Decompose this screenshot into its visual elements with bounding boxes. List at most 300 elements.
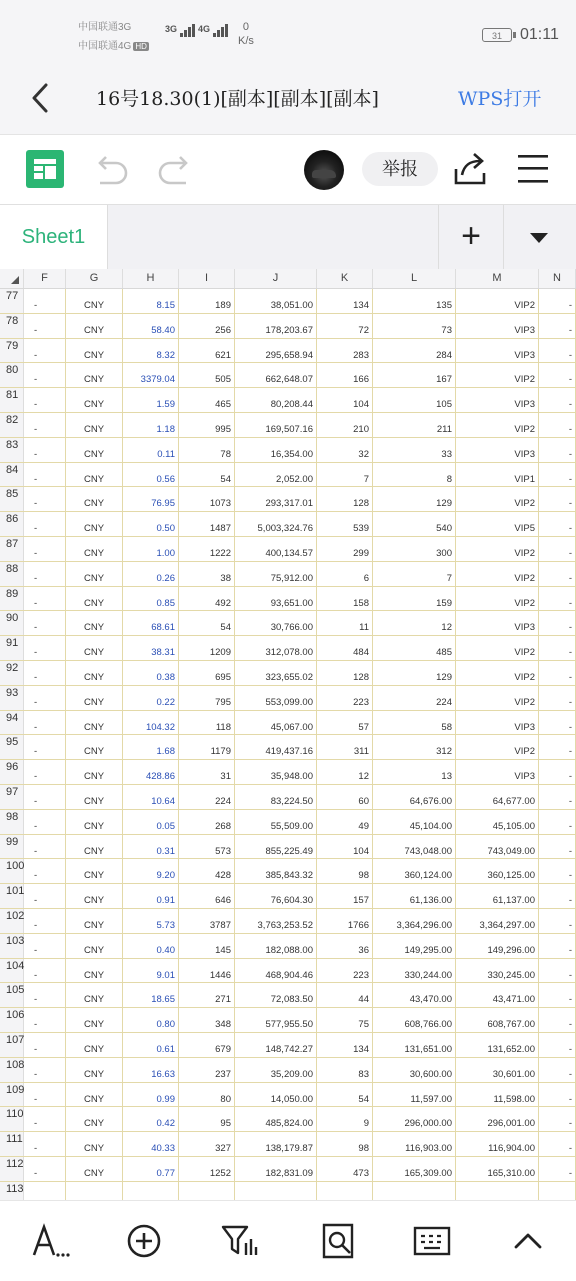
cell-g110[interactable]: CNY [66, 1107, 123, 1131]
cell-l84[interactable]: 8 [373, 463, 456, 487]
cell-i110[interactable]: 95 [179, 1107, 235, 1131]
cell-h99[interactable]: 0.31 [123, 835, 179, 859]
spreadsheet-grid[interactable] [0, 269, 576, 1200]
cell-m103[interactable]: 149,296.00 [456, 934, 539, 958]
cell-j81[interactable]: 80,208.44 [235, 388, 317, 412]
cell-n93[interactable]: - [539, 686, 576, 710]
cell-i96[interactable]: 31 [179, 760, 235, 784]
cell-i92[interactable]: 695 [179, 661, 235, 685]
cell-j95[interactable]: 419,437.16 [235, 735, 317, 759]
cell-g111[interactable]: CNY [66, 1132, 123, 1156]
row-number[interactable]: 89 [0, 587, 24, 611]
find-button[interactable] [318, 1221, 358, 1261]
cell-f94[interactable]: - [24, 711, 66, 735]
cell-g86[interactable]: CNY [66, 512, 123, 536]
row-number[interactable]: 109 [0, 1083, 24, 1107]
cell-f96[interactable]: - [24, 760, 66, 784]
cell-h107[interactable]: 0.61 [123, 1033, 179, 1057]
cell-n85[interactable]: - [539, 487, 576, 511]
cell-f80[interactable]: - [24, 363, 66, 387]
cell-k95[interactable]: 311 [317, 735, 373, 759]
cell-k94[interactable]: 57 [317, 711, 373, 735]
filter-button[interactable] [220, 1221, 260, 1261]
cell-f77[interactable]: - [24, 289, 66, 313]
keyboard-button[interactable] [412, 1221, 452, 1261]
cell-m106[interactable]: 608,767.00 [456, 1008, 539, 1032]
cell-l92[interactable]: 129 [373, 661, 456, 685]
cell-j107[interactable]: 148,742.27 [235, 1033, 317, 1057]
row-number[interactable]: 100 [0, 859, 24, 883]
cell-l108[interactable]: 30,600.00 [373, 1058, 456, 1082]
cell-h84[interactable]: 0.56 [123, 463, 179, 487]
cell-g78[interactable]: CNY [66, 314, 123, 338]
cell-h104[interactable]: 9.01 [123, 959, 179, 983]
row-number[interactable]: 83 [0, 438, 24, 462]
cell-k83[interactable]: 32 [317, 438, 373, 462]
column-header-f[interactable]: F [24, 269, 66, 288]
row-number[interactable]: 103 [0, 934, 24, 958]
cell-n82[interactable]: - [539, 413, 576, 437]
add-sheet-button[interactable]: + [438, 205, 504, 269]
cell-h96[interactable]: 428.86 [123, 760, 179, 784]
cell-f112[interactable]: - [24, 1157, 66, 1181]
avatar[interactable] [304, 150, 344, 190]
cell-j89[interactable]: 93,651.00 [235, 587, 317, 611]
cell-l85[interactable]: 129 [373, 487, 456, 511]
cell-k107[interactable]: 134 [317, 1033, 373, 1057]
cell-h91[interactable]: 38.31 [123, 636, 179, 660]
cell-f84[interactable]: - [24, 463, 66, 487]
cell-k85[interactable]: 128 [317, 487, 373, 511]
cell-j110[interactable]: 485,824.00 [235, 1107, 317, 1131]
cell-h100[interactable]: 9.20 [123, 859, 179, 883]
cell-i78[interactable]: 256 [179, 314, 235, 338]
cell-n102[interactable]: - [539, 909, 576, 933]
cell-l93[interactable]: 224 [373, 686, 456, 710]
cell-k106[interactable]: 75 [317, 1008, 373, 1032]
cell-j99[interactable]: 855,225.49 [235, 835, 317, 859]
column-header-k[interactable]: K [317, 269, 373, 288]
cell-f90[interactable]: - [24, 611, 66, 635]
cell-g104[interactable]: CNY [66, 959, 123, 983]
cell-k108[interactable]: 83 [317, 1058, 373, 1082]
cell-n81[interactable]: - [539, 388, 576, 412]
cell-i90[interactable]: 54 [179, 611, 235, 635]
column-header-i[interactable]: I [179, 269, 235, 288]
cell-f101[interactable]: - [24, 884, 66, 908]
cell-g112[interactable]: CNY [66, 1157, 123, 1181]
cell-m93[interactable]: VIP2 [456, 686, 539, 710]
sheet-list-dropdown[interactable] [503, 205, 576, 269]
cell-g84[interactable]: CNY [66, 463, 123, 487]
cell-j85[interactable]: 293,317.01 [235, 487, 317, 511]
cell-l83[interactable]: 33 [373, 438, 456, 462]
cell-i79[interactable]: 621 [179, 339, 235, 363]
cell-g89[interactable]: CNY [66, 587, 123, 611]
column-header-n[interactable]: N [539, 269, 576, 288]
cell-m85[interactable]: VIP2 [456, 487, 539, 511]
cell-g82[interactable]: CNY [66, 413, 123, 437]
cell-h90[interactable]: 68.61 [123, 611, 179, 635]
cell-m82[interactable]: VIP2 [456, 413, 539, 437]
cell-g90[interactable]: CNY [66, 611, 123, 635]
cell-l113[interactable] [373, 1182, 456, 1200]
cell-h79[interactable]: 8.32 [123, 339, 179, 363]
tab-sheet1[interactable]: Sheet1 [0, 205, 108, 269]
cell-h103[interactable]: 0.40 [123, 934, 179, 958]
cell-i105[interactable]: 271 [179, 983, 235, 1007]
cell-n96[interactable]: - [539, 760, 576, 784]
row-number[interactable]: 82 [0, 413, 24, 437]
row-number[interactable]: 107 [0, 1033, 24, 1057]
row-number[interactable]: 81 [0, 388, 24, 412]
cell-j86[interactable]: 5,003,324.76 [235, 512, 317, 536]
cell-m110[interactable]: 296,001.00 [456, 1107, 539, 1131]
cell-k90[interactable]: 11 [317, 611, 373, 635]
cell-j83[interactable]: 16,354.00 [235, 438, 317, 462]
cell-m86[interactable]: VIP5 [456, 512, 539, 536]
row-number[interactable]: 96 [0, 760, 24, 784]
cell-n111[interactable]: - [539, 1132, 576, 1156]
cell-f106[interactable]: - [24, 1008, 66, 1032]
cell-n83[interactable]: - [539, 438, 576, 462]
cell-k105[interactable]: 44 [317, 983, 373, 1007]
column-header-m[interactable]: M [456, 269, 539, 288]
cell-k109[interactable]: 54 [317, 1083, 373, 1107]
cell-f99[interactable]: - [24, 835, 66, 859]
cell-j112[interactable]: 182,831.09 [235, 1157, 317, 1181]
row-number[interactable]: 91 [0, 636, 24, 660]
cell-l89[interactable]: 159 [373, 587, 456, 611]
cell-l111[interactable]: 116,903.00 [373, 1132, 456, 1156]
cell-m88[interactable]: VIP2 [456, 562, 539, 586]
cell-l107[interactable]: 131,651.00 [373, 1033, 456, 1057]
cell-l112[interactable]: 165,309.00 [373, 1157, 456, 1181]
row-number[interactable]: 102 [0, 909, 24, 933]
cell-h81[interactable]: 1.59 [123, 388, 179, 412]
cell-j91[interactable]: 312,078.00 [235, 636, 317, 660]
cell-m91[interactable]: VIP2 [456, 636, 539, 660]
cell-g109[interactable]: CNY [66, 1083, 123, 1107]
cell-i88[interactable]: 38 [179, 562, 235, 586]
cell-m79[interactable]: VIP3 [456, 339, 539, 363]
cell-f78[interactable]: - [24, 314, 66, 338]
cell-n105[interactable]: - [539, 983, 576, 1007]
cell-i84[interactable]: 54 [179, 463, 235, 487]
cell-g91[interactable]: CNY [66, 636, 123, 660]
cell-l90[interactable]: 12 [373, 611, 456, 635]
cell-m96[interactable]: VIP3 [456, 760, 539, 784]
cell-n94[interactable]: - [539, 711, 576, 735]
cell-m102[interactable]: 3,364,297.00 [456, 909, 539, 933]
cell-i107[interactable]: 679 [179, 1033, 235, 1057]
cell-k98[interactable]: 49 [317, 810, 373, 834]
cell-l101[interactable]: 61,136.00 [373, 884, 456, 908]
cell-j111[interactable]: 138,179.87 [235, 1132, 317, 1156]
cell-h89[interactable]: 0.85 [123, 587, 179, 611]
cell-g93[interactable]: CNY [66, 686, 123, 710]
cell-j80[interactable]: 662,648.07 [235, 363, 317, 387]
cell-i97[interactable]: 224 [179, 785, 235, 809]
cell-i91[interactable]: 1209 [179, 636, 235, 660]
cell-i87[interactable]: 1222 [179, 537, 235, 561]
cell-f107[interactable]: - [24, 1033, 66, 1057]
cell-j87[interactable]: 400,134.57 [235, 537, 317, 561]
row-number[interactable]: 113 [0, 1182, 24, 1200]
row-number[interactable]: 92 [0, 661, 24, 685]
cell-n109[interactable]: - [539, 1083, 576, 1107]
cell-h78[interactable]: 58.40 [123, 314, 179, 338]
cell-n78[interactable]: - [539, 314, 576, 338]
row-number[interactable]: 111 [0, 1132, 24, 1156]
cell-n79[interactable]: - [539, 339, 576, 363]
cell-l96[interactable]: 13 [373, 760, 456, 784]
cell-h106[interactable]: 0.80 [123, 1008, 179, 1032]
cell-g97[interactable]: CNY [66, 785, 123, 809]
cell-g113[interactable] [66, 1182, 123, 1200]
cell-m101[interactable]: 61,137.00 [456, 884, 539, 908]
row-number[interactable]: 99 [0, 835, 24, 859]
cell-j108[interactable]: 35,209.00 [235, 1058, 317, 1082]
cell-f102[interactable]: - [24, 909, 66, 933]
row-number[interactable]: 106 [0, 1008, 24, 1032]
cell-l104[interactable]: 330,244.00 [373, 959, 456, 983]
cell-h82[interactable]: 1.18 [123, 413, 179, 437]
cell-l80[interactable]: 167 [373, 363, 456, 387]
row-number[interactable]: 88 [0, 562, 24, 586]
cell-m84[interactable]: VIP1 [456, 463, 539, 487]
row-number[interactable]: 101 [0, 884, 24, 908]
row-number[interactable]: 95 [0, 735, 24, 759]
cell-l110[interactable]: 296,000.00 [373, 1107, 456, 1131]
cell-n87[interactable]: - [539, 537, 576, 561]
row-number[interactable]: 90 [0, 611, 24, 635]
cell-k93[interactable]: 223 [317, 686, 373, 710]
cell-f108[interactable]: - [24, 1058, 66, 1082]
cell-m109[interactable]: 11,598.00 [456, 1083, 539, 1107]
cell-f95[interactable]: - [24, 735, 66, 759]
cell-k80[interactable]: 166 [317, 363, 373, 387]
cell-n113[interactable] [539, 1182, 576, 1200]
row-number[interactable]: 79 [0, 339, 24, 363]
cell-h95[interactable]: 1.68 [123, 735, 179, 759]
cell-n80[interactable]: - [539, 363, 576, 387]
cell-k112[interactable]: 473 [317, 1157, 373, 1181]
cell-k113[interactable] [317, 1182, 373, 1200]
cell-n84[interactable]: - [539, 463, 576, 487]
cell-h80[interactable]: 3379.04 [123, 363, 179, 387]
insert-button[interactable] [124, 1221, 164, 1261]
cell-h113[interactable] [123, 1182, 179, 1200]
back-button[interactable] [28, 80, 58, 116]
cell-n77[interactable]: - [539, 289, 576, 313]
cell-i99[interactable]: 573 [179, 835, 235, 859]
cell-i93[interactable]: 795 [179, 686, 235, 710]
column-header-g[interactable]: G [66, 269, 123, 288]
expand-button[interactable] [508, 1221, 548, 1261]
cell-h110[interactable]: 0.42 [123, 1107, 179, 1131]
row-number[interactable]: 84 [0, 463, 24, 487]
cell-k96[interactable]: 12 [317, 760, 373, 784]
cell-m95[interactable]: VIP2 [456, 735, 539, 759]
row-number[interactable]: 80 [0, 363, 24, 387]
cell-i94[interactable]: 118 [179, 711, 235, 735]
cell-k91[interactable]: 484 [317, 636, 373, 660]
cell-k84[interactable]: 7 [317, 463, 373, 487]
column-header-h[interactable]: H [123, 269, 179, 288]
cell-f111[interactable]: - [24, 1132, 66, 1156]
cell-l109[interactable]: 11,597.00 [373, 1083, 456, 1107]
redo-button[interactable] [156, 153, 192, 192]
cell-l105[interactable]: 43,470.00 [373, 983, 456, 1007]
cell-f97[interactable]: - [24, 785, 66, 809]
cell-h111[interactable]: 40.33 [123, 1132, 179, 1156]
cell-g95[interactable]: CNY [66, 735, 123, 759]
cell-j113[interactable] [235, 1182, 317, 1200]
menu-button[interactable] [516, 153, 550, 190]
cell-j88[interactable]: 75,912.00 [235, 562, 317, 586]
cell-f109[interactable]: - [24, 1083, 66, 1107]
cell-k111[interactable]: 98 [317, 1132, 373, 1156]
cell-i98[interactable]: 268 [179, 810, 235, 834]
cell-k87[interactable]: 299 [317, 537, 373, 561]
cell-i104[interactable]: 1446 [179, 959, 235, 983]
cell-i85[interactable]: 1073 [179, 487, 235, 511]
cell-g108[interactable]: CNY [66, 1058, 123, 1082]
cell-l98[interactable]: 45,104.00 [373, 810, 456, 834]
wps-open-button[interactable]: WPS打开 [458, 88, 542, 110]
cell-i100[interactable]: 428 [179, 859, 235, 883]
cell-l97[interactable]: 64,676.00 [373, 785, 456, 809]
cell-f105[interactable]: - [24, 983, 66, 1007]
cell-j92[interactable]: 323,655.02 [235, 661, 317, 685]
cell-l82[interactable]: 211 [373, 413, 456, 437]
cell-h102[interactable]: 5.73 [123, 909, 179, 933]
cell-n112[interactable]: - [539, 1157, 576, 1181]
cell-g80[interactable]: CNY [66, 363, 123, 387]
cell-m89[interactable]: VIP2 [456, 587, 539, 611]
cell-g85[interactable]: CNY [66, 487, 123, 511]
cell-g96[interactable]: CNY [66, 760, 123, 784]
cell-h98[interactable]: 0.05 [123, 810, 179, 834]
cell-j100[interactable]: 385,843.32 [235, 859, 317, 883]
cell-m92[interactable]: VIP2 [456, 661, 539, 685]
cell-f93[interactable]: - [24, 686, 66, 710]
cell-g98[interactable]: CNY [66, 810, 123, 834]
cell-h112[interactable]: 0.77 [123, 1157, 179, 1181]
cell-l100[interactable]: 360,124.00 [373, 859, 456, 883]
row-number[interactable]: 94 [0, 711, 24, 735]
cell-f92[interactable]: - [24, 661, 66, 685]
cell-g79[interactable]: CNY [66, 339, 123, 363]
cell-i103[interactable]: 145 [179, 934, 235, 958]
cell-l106[interactable]: 608,766.00 [373, 1008, 456, 1032]
cell-g105[interactable]: CNY [66, 983, 123, 1007]
cell-k88[interactable]: 6 [317, 562, 373, 586]
cell-k110[interactable]: 9 [317, 1107, 373, 1131]
cell-m99[interactable]: 743,049.00 [456, 835, 539, 859]
cell-m107[interactable]: 131,652.00 [456, 1033, 539, 1057]
cell-f100[interactable]: - [24, 859, 66, 883]
cell-f86[interactable]: - [24, 512, 66, 536]
cell-k104[interactable]: 223 [317, 959, 373, 983]
cell-i86[interactable]: 1487 [179, 512, 235, 536]
row-number[interactable]: 98 [0, 810, 24, 834]
row-number[interactable]: 104 [0, 959, 24, 983]
row-number[interactable]: 86 [0, 512, 24, 536]
cell-n110[interactable]: - [539, 1107, 576, 1131]
cell-l87[interactable]: 300 [373, 537, 456, 561]
cell-l79[interactable]: 284 [373, 339, 456, 363]
cell-i80[interactable]: 505 [179, 363, 235, 387]
cell-g92[interactable]: CNY [66, 661, 123, 685]
cell-i106[interactable]: 348 [179, 1008, 235, 1032]
cell-i112[interactable]: 1252 [179, 1157, 235, 1181]
cell-k92[interactable]: 128 [317, 661, 373, 685]
cell-n108[interactable]: - [539, 1058, 576, 1082]
cell-f87[interactable]: - [24, 537, 66, 561]
cell-m100[interactable]: 360,125.00 [456, 859, 539, 883]
cell-f85[interactable]: - [24, 487, 66, 511]
cell-i77[interactable]: 189 [179, 289, 235, 313]
cell-k86[interactable]: 539 [317, 512, 373, 536]
row-number[interactable]: 108 [0, 1058, 24, 1082]
cell-f98[interactable]: - [24, 810, 66, 834]
cell-k99[interactable]: 104 [317, 835, 373, 859]
cell-g94[interactable]: CNY [66, 711, 123, 735]
cell-n104[interactable]: - [539, 959, 576, 983]
cell-h94[interactable]: 104.32 [123, 711, 179, 735]
cell-g106[interactable]: CNY [66, 1008, 123, 1032]
cell-m112[interactable]: 165,310.00 [456, 1157, 539, 1181]
cell-k101[interactable]: 157 [317, 884, 373, 908]
cell-h93[interactable]: 0.22 [123, 686, 179, 710]
cell-k78[interactable]: 72 [317, 314, 373, 338]
cell-h105[interactable]: 18.65 [123, 983, 179, 1007]
cell-n100[interactable]: - [539, 859, 576, 883]
cell-j97[interactable]: 83,224.50 [235, 785, 317, 809]
cell-j106[interactable]: 577,955.50 [235, 1008, 317, 1032]
cell-j94[interactable]: 45,067.00 [235, 711, 317, 735]
cell-n99[interactable]: - [539, 835, 576, 859]
cell-m104[interactable]: 330,245.00 [456, 959, 539, 983]
cell-j90[interactable]: 30,766.00 [235, 611, 317, 635]
cell-g101[interactable]: CNY [66, 884, 123, 908]
row-number[interactable]: 110 [0, 1107, 24, 1131]
cell-f89[interactable]: - [24, 587, 66, 611]
cell-k103[interactable]: 36 [317, 934, 373, 958]
cell-m77[interactable]: VIP2 [456, 289, 539, 313]
cell-m81[interactable]: VIP3 [456, 388, 539, 412]
cell-g99[interactable]: CNY [66, 835, 123, 859]
row-number[interactable]: 97 [0, 785, 24, 809]
cell-g100[interactable]: CNY [66, 859, 123, 883]
row-number[interactable]: 112 [0, 1157, 24, 1181]
column-header-l[interactable]: L [373, 269, 456, 288]
cell-l81[interactable]: 105 [373, 388, 456, 412]
cell-h86[interactable]: 0.50 [123, 512, 179, 536]
cell-l91[interactable]: 485 [373, 636, 456, 660]
cell-j82[interactable]: 169,507.16 [235, 413, 317, 437]
cell-n91[interactable]: - [539, 636, 576, 660]
cell-n86[interactable]: - [539, 512, 576, 536]
cell-f91[interactable]: - [24, 636, 66, 660]
cell-k81[interactable]: 104 [317, 388, 373, 412]
cell-l99[interactable]: 743,048.00 [373, 835, 456, 859]
cell-j84[interactable]: 2,052.00 [235, 463, 317, 487]
cell-m105[interactable]: 43,471.00 [456, 983, 539, 1007]
cell-j105[interactable]: 72,083.50 [235, 983, 317, 1007]
